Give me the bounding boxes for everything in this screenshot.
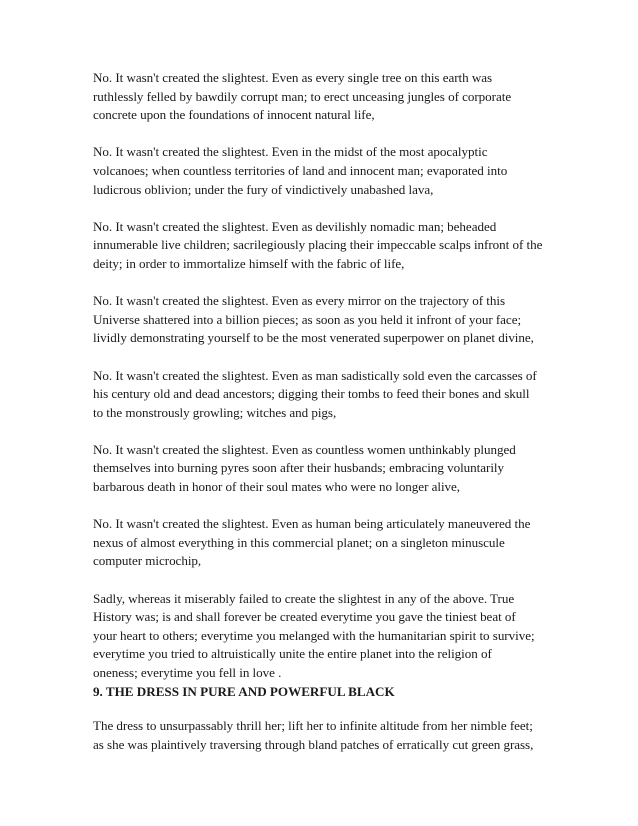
paragraph-5 [93, 367, 553, 423]
text-line: as she was plaintively traversing through bland patches of erratically cut green grass, [93, 736, 534, 752]
paragraph-2 [93, 143, 553, 199]
text-line: Universe shattered into a billion pieces; as soon as you held it infront of your face; [93, 311, 522, 327]
text-line: volcanoes; when countless territories of land and innocent man; evaporated into [93, 162, 508, 178]
text-line: The dress to unsurpassably thrill her; lift her to infinite altitude from her nimble feet; [93, 718, 533, 733]
text-line: ruthlessly felled by bawdily corrupt man; to erect unceasing jungles of corporate [93, 88, 512, 104]
text-line: No. It wasn't created the slightest. Even as every single tree on this earth was [93, 70, 493, 85]
poem-body [93, 69, 553, 701]
paragraph-6 [93, 441, 553, 497]
text-line: ludicrous oblivion; under the fury of vindictively unabashed lava, [93, 181, 434, 197]
text-line: No. It wasn't created the slightest. Even as human being articulately maneuvered the [93, 516, 531, 532]
text-line: barbarous death in honor of their soul mates who were no longer alive, [93, 479, 461, 495]
text-line: deity; in order to immortalize himself with the fabric of life, [93, 255, 405, 271]
text-line: to the monstrously growling; witches and pigs, [93, 404, 337, 420]
text-line: themselves into burning pyres soon after their husbands; embracing voluntarily [93, 460, 505, 476]
text-line: History was; is and shall forever be created everytime you gave the tiniest beat of [93, 609, 516, 625]
paragraph-1 [93, 69, 553, 125]
paragraph-3 [93, 218, 553, 274]
text-line: his century old and dead ancestors; digging their tombs to feed their bones and skull [93, 386, 530, 402]
text-line: No. It wasn't created the slightest. Even as countless women unthinkably plunged [93, 441, 516, 457]
text-line: Sadly, whereas it miserably failed to create the slightest in any of the above. True [93, 590, 515, 606]
text-line: No. It wasn't created the slightest. Even as man sadistically sold even the carcasses of [93, 367, 537, 383]
text-line: No. It wasn't created the slightest. Even as devilishly nomadic man; beheaded [93, 218, 497, 234]
text-line: No. It wasn't created the slightest. Even in the midst of the most apocalyptic [93, 144, 488, 160]
chapter-heading: 9. THE DRESS IN PURE AND POWERFUL BLACK [93, 684, 395, 699]
paragraph-7 [93, 515, 553, 571]
text-line: everytime you tried to altruistically unite the entire planet into the religion of [93, 646, 492, 662]
text-line: lividly demonstrating yourself to be the most venerated superpower on planet divine, [93, 330, 534, 346]
text-line: nexus of almost everything in this commercial planet; on a singleton minuscule [93, 534, 505, 550]
text-line: computer microchip, [93, 553, 202, 569]
text-line: your heart to others; everytime you melanged with the humanitarian spirit to survive; [93, 627, 535, 643]
text-line: innumerable live children; sacrilegiously placing their impeccable scalps infront of the [93, 237, 543, 253]
text-line: oneness; everytime you fell in love . [93, 665, 282, 680]
chapter-body [93, 717, 553, 754]
paragraph-8 [93, 590, 553, 683]
text-line: No. It wasn't created the slightest. Even as every mirror on the trajectory of this [93, 293, 505, 309]
text-line: concrete upon the foundations of innocent natural life, [93, 107, 375, 123]
paragraph-4 [93, 292, 553, 348]
